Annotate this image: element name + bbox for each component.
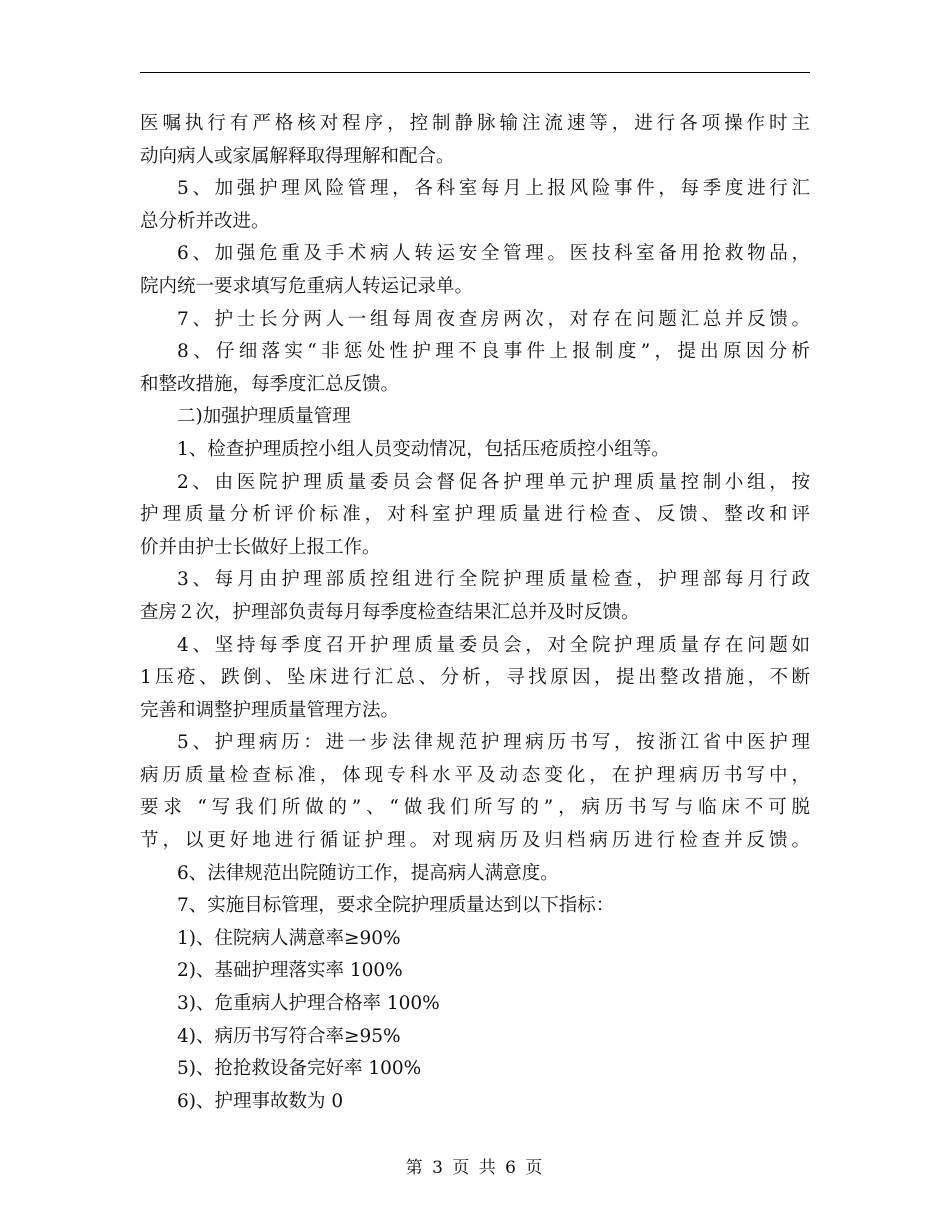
text-line: 要求 “写我们所做的”、“做我们所写的”，病历书写与临床不可脱 — [140, 797, 810, 819]
header-rule — [140, 72, 810, 73]
section-heading: 二)加强护理质量管理 — [177, 406, 351, 428]
text-line: 和整改措施，每季度汇总反馈。 — [140, 373, 400, 395]
target-item: 6)、护理事故数为 0 — [177, 1090, 344, 1112]
text-line: 总分析并改进。 — [140, 210, 270, 232]
paragraph-7-rounds: 7、护士长分两人一组每周夜查房两次，对存在问题汇总并反馈。 — [177, 308, 810, 330]
text-line: 护理质量分析评价标准，对科室护理质量进行检查、反馈、整改和评 — [140, 504, 810, 526]
paragraph-6-follow-up: 6、法律规范出院随访工作，提高病人满意度。 — [177, 862, 559, 884]
paragraph-8-adverse-events: 8、仔细落实“非惩处性护理不良事件上报制度”，提出原因分析 — [177, 341, 810, 363]
target-item: 4)、病历书写符合率≥95% — [177, 1025, 401, 1047]
page-number: 第 3 页 共 6 页 — [405, 1158, 545, 1178]
text-line: 1压疮、跌倒、坠床进行汇总、分析，寻找原因，提出整改措施，不断 — [140, 667, 810, 689]
text-line: 医嘱执行有严格核对程序，控制静脉输注流速等，进行各项操作时主 — [140, 113, 810, 134]
text-line: 节，以更好地进行循证护理。对现病历及归档病历进行检查并反馈。 — [140, 830, 810, 852]
text-line: 动向病人或家属解释取得理解和配合。 — [140, 145, 455, 167]
paragraph-5-records: 5、护理病历：进一步法律规范护理病历书写，按浙江省中医护理 — [177, 732, 810, 754]
target-item: 1)、住院病人满意率≥90% — [177, 927, 401, 949]
paragraph-2-committee: 2、由医院护理质量委员会督促各护理单元护理质量控制小组，按 — [177, 471, 810, 493]
target-item: 3)、危重病人护理合格率 100% — [177, 993, 440, 1015]
paragraph-5-risk: 5、加强护理风险管理，各科室每月上报风险事件，每季度进行汇 — [177, 178, 810, 200]
text-line: 价并由护士长做好上报工作。 — [140, 536, 381, 558]
paragraph-4-quarterly-meeting: 4、坚持每季度召开护理质量委员会，对全院护理质量存在问题如 — [177, 634, 810, 656]
target-item: 5)、抢抢救设备完好率 100% — [177, 1058, 422, 1080]
paragraph-6-transfer: 6、加强危重及手术病人转运安全管理。医技科室备用抢救物品， — [177, 243, 810, 265]
document-body — [140, 108, 810, 1118]
paragraph-7-targets: 7、实施目标管理，要求全院护理质量达到以下指标： — [177, 895, 615, 917]
text-line: 院内统一要求填写危重病人转运记录单。 — [140, 275, 474, 297]
paragraph-1-quality-group: 1、检查护理质控小组人员变动情况，包括压疮质控小组等。 — [177, 438, 670, 460]
text-line: 查房２次，护理部负责每月每季度检查结果汇总并及时反馈。 — [140, 601, 640, 623]
text-line: 完善和调整护理质量管理方法。 — [140, 699, 400, 721]
text-line: 病历质量检查标准，体现专科水平及动态变化，在护理病历书写中， — [140, 764, 810, 786]
target-item: 2)、基础护理落实率 100% — [177, 960, 403, 982]
paragraph-3-monthly-check: 3、每月由护理部质控组进行全院护理质量检查，护理部每月行政 — [177, 569, 810, 591]
